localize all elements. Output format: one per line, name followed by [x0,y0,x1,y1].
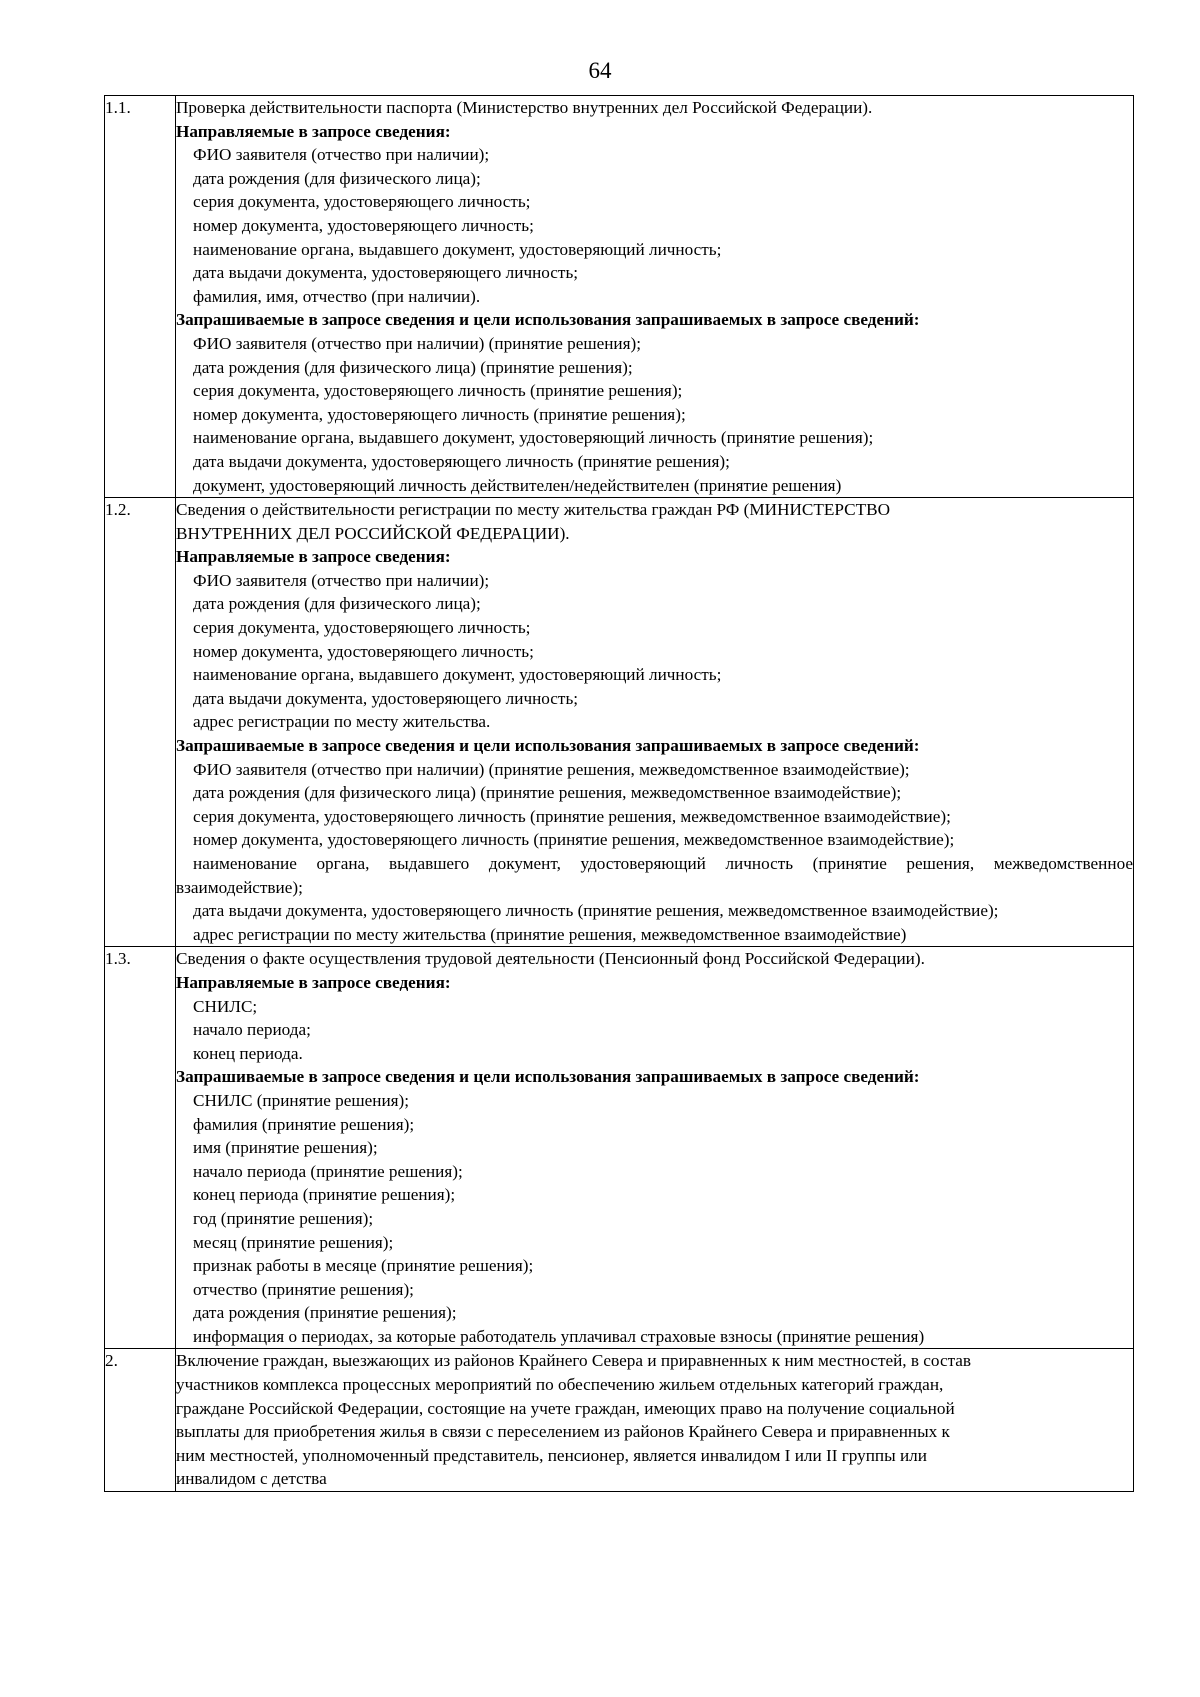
list-item: ФИО заявителя (отчество при наличии); [193,145,490,165]
list-item: серия документа, удостоверяющего личность; [193,192,531,212]
list-item: фамилия (принятие решения); [193,1114,415,1134]
row-content [176,947,1134,1349]
table-row [105,498,1134,947]
list-item: год (принятие решения); [193,1208,374,1228]
table-row [105,1349,1134,1492]
list-item: дата рождения (для физического лица) (принятие решения); [193,357,633,377]
sent-heading: Направляемые в запросе сведения: [176,121,451,141]
list-item: конец периода. [193,1043,303,1063]
requested-heading: Запрашиваемые в запросе сведения и цели использования запрашиваемых в запросе сведений: [176,310,920,330]
list-item-paragraph: дата выдачи документа, удостоверяющего личность (принятие решения, межведомственное взаимодействие); [193,901,999,921]
list-item: дата рождения (для физического лица); [193,168,481,188]
row-content [176,498,1134,947]
list-item: номер документа, удостоверяющего личность (принятие решения); [193,404,686,424]
row-text-line: Включение граждан, выезжающих из районов Крайнего Севера и приравненных к ним местностей, в состав [176,1351,972,1371]
list-item: серия документа, удостоверяющего личность (принятие решения); [193,381,683,401]
list-item: СНИЛС; [193,996,258,1016]
row-number: 1.3. [105,947,176,1349]
list-item: дата выдачи документа, удостоверяющего личность; [193,688,579,708]
list-item: дата рождения (принятие решения); [193,1303,457,1323]
list-item: ФИО заявителя (отчество при наличии); [193,570,490,590]
row-number: 1.1. [105,96,176,498]
row-content [176,1349,1134,1492]
list-item: начало периода; [193,1020,311,1040]
page-number: 64 [588,58,612,83]
list-item: конец периода (принятие решения); [193,1185,456,1205]
requested-heading: Запрашиваемые в запросе сведения и цели использования запрашиваемых в запросе сведений: [176,736,920,756]
row-text-line: выплаты для приобретения жилья в связи с переселением из районов Крайнего Севера и приравненных к [176,1422,950,1442]
row-text-line: участников комплекса процессных мероприятий по обеспечению жильем отдельных категорий граждан, [176,1375,944,1395]
list-item: дата выдачи документа, удостоверяющего личность (принятие решения); [193,451,730,471]
list-item: дата рождения (для физического лица); [193,594,481,614]
list-item: серия документа, удостоверяющего личность (принятие решения, межведомственное взаимодействие); [193,806,951,826]
requested-heading: Запрашиваемые в запросе сведения и цели использования запрашиваемых в запросе сведений: [176,1067,920,1087]
list-item: ФИО заявителя (отчество при наличии) (принятие решения, межведомственное взаимодействие); [193,759,910,779]
row-text-line: инвалидом с детства [176,1469,327,1489]
list-item: наименование органа, выдавшего документ, удостоверяющий личность; [193,239,722,259]
table-row [105,96,1134,498]
list-item: признак работы в месяце (принятие решения); [193,1256,534,1276]
list-item: информация о периодах, за которые работодатель уплачивал страховые взносы (принятие решения) [193,1326,925,1346]
row-text-line: ним местностей, уполномоченный представитель, пенсионер, является инвалидом I или II группы или [176,1445,927,1465]
list-item: адрес регистрации по месту жительства (принятие решения, межведомственное взаимодействие) [193,924,907,944]
list-item: адрес регистрации по месту жительства. [193,712,491,732]
row-title-line: Сведения о действительности регистрации по месту жительства граждан РФ (МИНИСТЕРСТВО [176,500,890,520]
list-item: дата рождения (для физического лица) (принятие решения, межведомственное взаимодействие); [193,783,902,803]
row-title: Проверка действительности паспорта (Министерство внутренних дел Российской Федерации). [176,98,873,117]
list-item: ФИО заявителя (отчество при наличии) (принятие решения); [193,333,642,353]
list-item: дата выдачи документа, удостоверяющего личность; [193,263,579,283]
row-number: 1.2. [105,498,176,947]
list-item: начало периода (принятие решения); [193,1161,463,1181]
list-item: СНИЛС (принятие решения); [193,1090,410,1110]
list-item-paragraph: наименование органа, выдавшего документ, удостоверяющий личность (принятие решения, межведомственное взаимодействие); [176,854,1133,897]
list-item: имя (принятие решения); [193,1138,378,1158]
row-content [176,96,1134,498]
list-item: месяц (принятие решения); [193,1232,394,1252]
sent-heading: Направляемые в запросе сведения: [176,972,451,992]
list-item: серия документа, удостоверяющего личность; [193,618,531,638]
list-item: наименование органа, выдавшего документ, удостоверяющий личность; [193,665,722,685]
list-item: номер документа, удостоверяющего личность; [193,641,534,661]
list-item: наименование органа, выдавшего документ, удостоверяющий личность (принятие решения); [193,428,874,448]
table-row [105,947,1134,1349]
list-item: номер документа, удостоверяющего личность (принятие решения, межведомственное взаимодействие); [193,830,955,850]
list-item: фамилия, имя, отчество (при наличии). [193,286,481,306]
list-item: документ, удостоверяющий личность действителен/недействителен (принятие решения) [193,475,842,495]
row-title: Сведения о факте осуществления трудовой деятельности (Пенсионный фонд Российской Федерации). [176,949,925,969]
list-item: отчество (принятие решения); [193,1279,414,1299]
row-number: 2. [105,1349,176,1492]
row-text-line: граждане Российской Федерации, состоящие на учете граждан, имеющих право на получение социальной [176,1398,955,1418]
list-item: номер документа, удостоверяющего личность; [193,215,534,235]
sent-heading: Направляемые в запросе сведения: [176,547,451,567]
services-table [104,95,1134,1492]
row-title-line: ВНУТРЕННИХ ДЕЛ РОССИЙСКОЙ ФЕДЕРАЦИИ). [176,523,570,543]
